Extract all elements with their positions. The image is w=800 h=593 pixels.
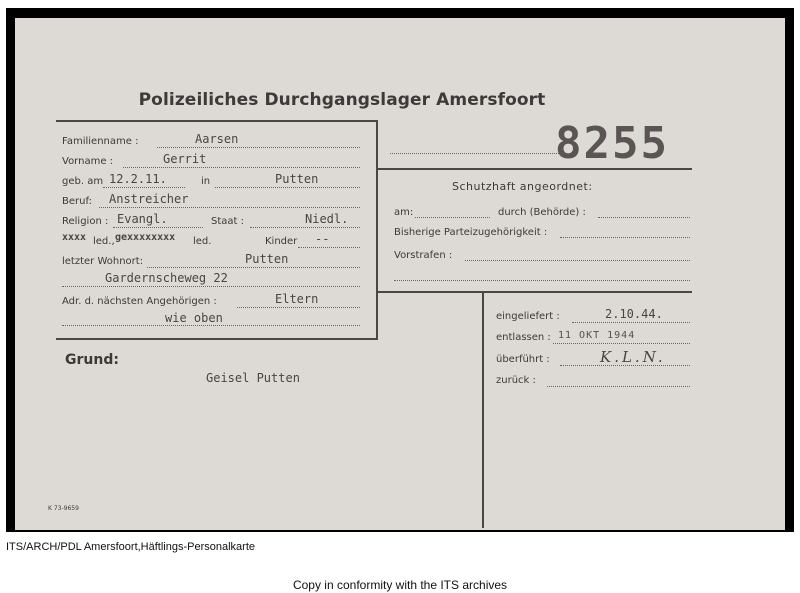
ueberfuehrt-line — [560, 365, 690, 366]
geb-ort-line — [215, 187, 360, 188]
wohnort-line — [147, 267, 360, 268]
grund-value: Geisel Putten — [206, 371, 300, 385]
religion-label: Religion : — [62, 216, 109, 227]
religion-line — [113, 227, 203, 228]
in-label: in — [201, 176, 211, 187]
left-box-bottom — [56, 338, 378, 340]
vorname-line — [123, 167, 360, 168]
vorname-value: Gerrit — [163, 152, 207, 166]
led-label-1: led., — [93, 236, 115, 247]
source-caption: ITS/ARCH/PDL Amersfoort,Häftlings-Personalkarte — [6, 541, 256, 553]
staat-value: Niedl. — [305, 212, 349, 226]
familienname-label: Familienname : — [62, 136, 139, 147]
geb-am-value: 12.2.11. — [109, 172, 167, 186]
vorstrafen-line-2 — [394, 280, 690, 281]
familienname-line — [157, 147, 360, 148]
religion-value: Evangl. — [117, 212, 168, 226]
struck-1: xxxx — [62, 232, 87, 243]
struck-2: gexxxxxxxx — [115, 232, 176, 243]
led-label-2: led. — [193, 236, 212, 247]
angehoerige-value: Eltern — [275, 292, 319, 306]
angehoerige-value-2: wie oben — [165, 311, 223, 325]
haeftling-line — [390, 153, 565, 154]
wohnort-label: letzter Wohnort: — [62, 256, 144, 267]
right-vert-line — [482, 293, 484, 528]
kinder-label: Kinder — [265, 236, 298, 247]
zurueck-line — [547, 386, 690, 387]
haeftling-number: 8255 — [555, 118, 669, 169]
vorstrafen-label: Vorstrafen : — [394, 250, 453, 261]
entlassen-stamp: 11 OKT 1944 — [558, 330, 636, 341]
geb-am-line — [103, 187, 185, 188]
beruf-value: Anstreicher — [109, 192, 189, 206]
adr-line-2 — [62, 325, 360, 326]
beruf-line — [99, 207, 360, 208]
form-number: K 73-9659 — [48, 505, 79, 512]
staat-line — [250, 227, 360, 228]
partei-line — [560, 237, 690, 238]
beruf-label: Beruf: — [62, 196, 92, 207]
adr-label: Adr. d. nächsten Angehörigen : — [62, 296, 217, 307]
eingeliefert-line — [572, 322, 690, 323]
kinder-line — [298, 247, 360, 248]
adr-line — [237, 307, 360, 308]
geb-am-label: geb. am — [62, 176, 104, 187]
familienname-value: Aarsen — [195, 132, 239, 146]
durch-line — [598, 217, 690, 218]
partei-label: Bisherige Parteizugehörigkeit : — [394, 227, 548, 238]
right-mid-line — [378, 291, 692, 293]
card-title: Polizeiliches Durchgangslager Amersfoort — [138, 90, 546, 110]
am-label: am: — [394, 207, 414, 218]
zurueck-label: zurück : — [496, 375, 536, 386]
staat-label: Staat : — [211, 216, 244, 227]
schutzhaft-label: Schutzhaft angeordnet: — [452, 180, 593, 193]
entlassen-line — [553, 343, 690, 344]
index-card — [15, 18, 785, 530]
eingeliefert-label: eingeliefert : — [496, 311, 560, 322]
ueberfuehrt-label: überführt : — [496, 354, 550, 365]
strasse-value: Gardernscheweg 22 — [105, 271, 228, 285]
entlassen-label: entlassen : — [496, 332, 551, 343]
wohnort-value: Putten — [245, 252, 289, 266]
conformity-caption: Copy in conformity with the ITS archives — [292, 578, 508, 592]
ueberfuehrt-value: K.L.N. — [600, 348, 666, 366]
left-box-right — [376, 120, 378, 340]
kinder-value: -- — [315, 232, 330, 246]
left-box-top — [56, 120, 378, 122]
vorstrafen-line — [465, 260, 690, 261]
strasse-line — [62, 286, 360, 287]
geb-ort-value: Putten — [275, 172, 319, 186]
grund-label: Grund: — [65, 352, 119, 368]
vorname-label: Vorname : — [62, 156, 114, 167]
am-line — [415, 217, 490, 218]
durch-label: durch (Behörde) : — [498, 207, 586, 218]
eingeliefert-value: 2.10.44. — [605, 307, 663, 321]
